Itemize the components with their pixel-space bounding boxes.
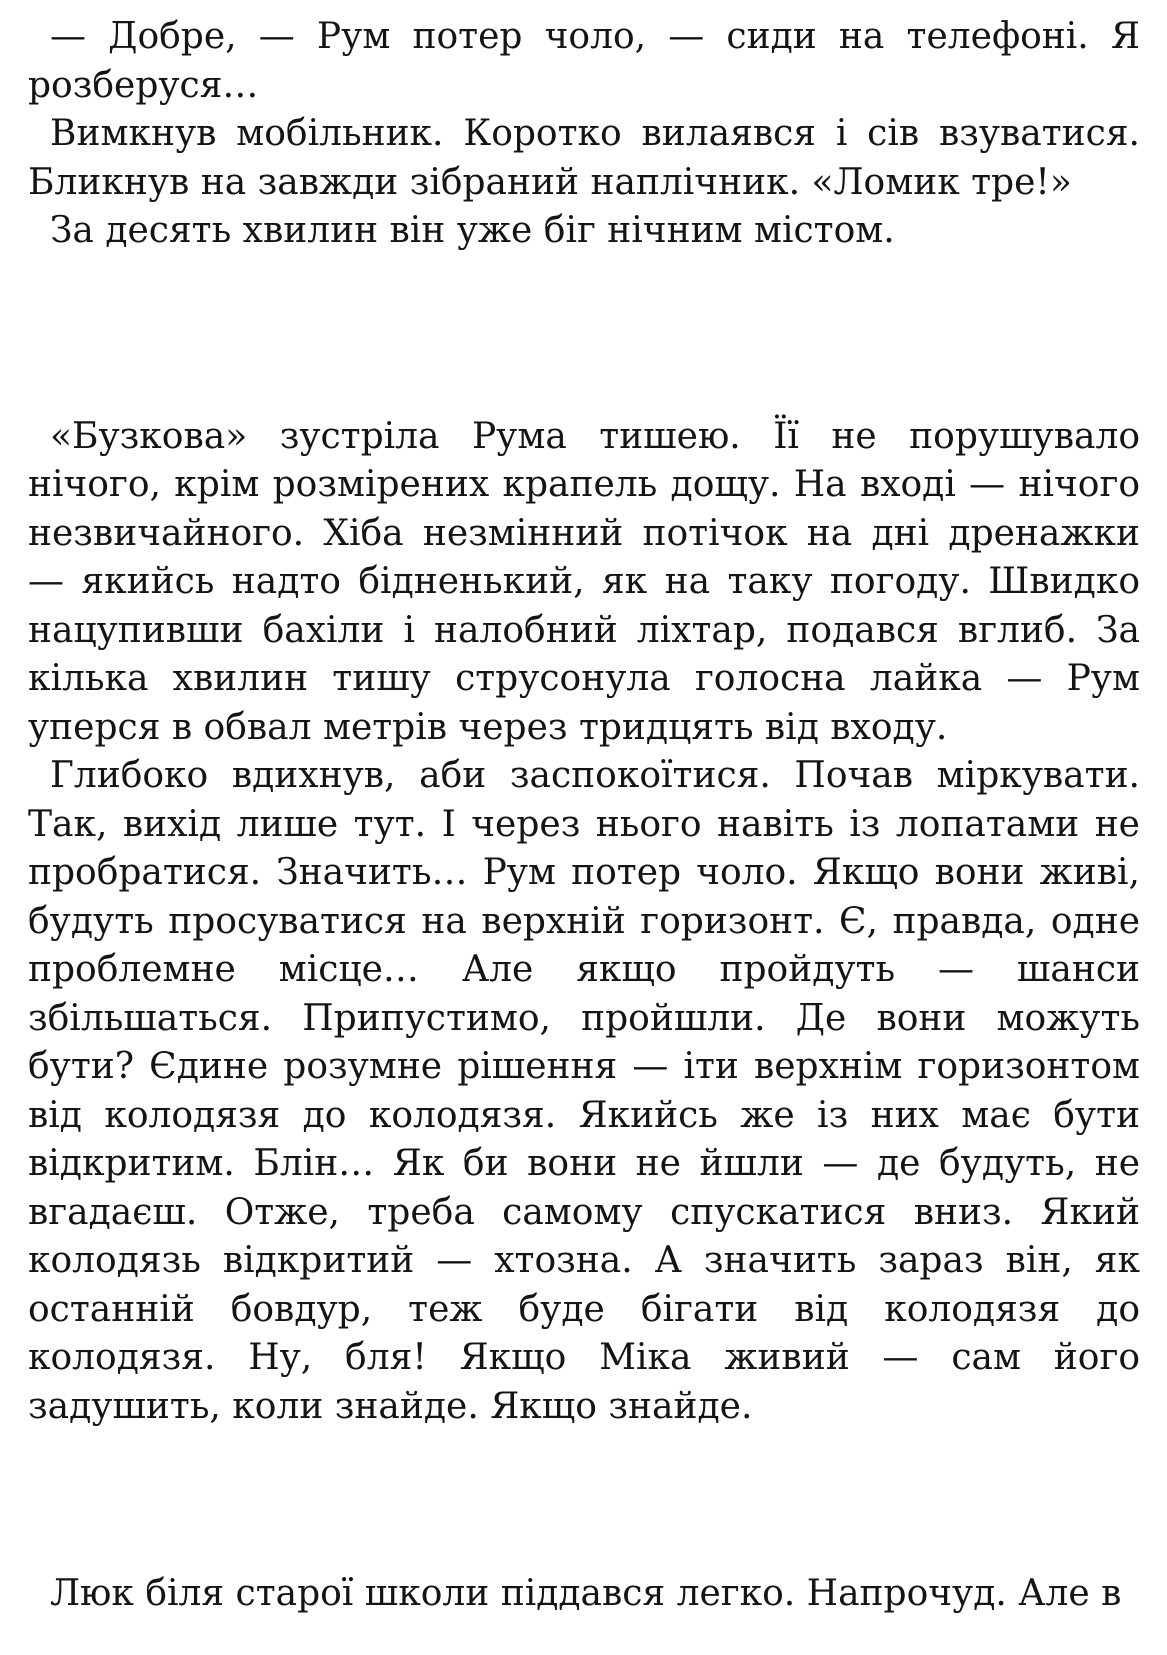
text-section-cave-entrance [28,413,1140,1432]
book-page [28,0,1140,1619]
paragraph: Глибоко вдихнув, аби заспокоїтися. Почав міркувати. Так, вихід лише тут. І через нього навіть із лопатами не пробратися. Значить… Рум потер чоло. Якщо вони живі, будуть просуватися на верхній горизонт. Є, правда, одне проблемне місце… Але якщо пройдуть — шанси збільшаться. Припустимо, пройшли. Де вони можуть бути? Єдине розумне рішення — іти верхнім горизонтом від колодязя до колодязя. Якийсь же із них має бути відкритим. Блін… Як би вони не йшли — де будуть, не вгадаєш. Отже, треба самому спускатися вниз. Який колодязь відкритий — хтозна. А значить зараз він, як останній бовдур, теж буде бігати від колодязя до колодязя. Ну, бля! Якщо Міка живий — сам його задушить, коли знайде. Якщо знайде. [28,755,1140,1427]
text-section-phone-call [28,0,1140,256]
paragraph: За десять хвилин він уже біг нічним містом. [50,210,895,251]
paragraph: — Добре, — Рум потер чоло, — сиди на телефоні. Я розберуся… [28,16,1140,106]
paragraph: «Бузкова» зустріла Рума тишею. Її не порушувало нічого, крім розмірених крапель дощу. На вході — нічого незвичайного. Хіба незмінний потічок на дні дренажки — якийсь надто бідненький, як на таку погоду. Швидко нацупивши бахіли і налобний ліхтар, подався вглиб. За кілька хвилин тишу струсонула голосна лайка — Рум уперся в обвал метрів через тридцять від входу. [28,415,1140,748]
paragraph: Люк біля старої школи піддався легко. Напрочуд. Але в [50,1573,1122,1614]
paragraph: Вимкнув мобільник. Коротко вилаявся і сів взуватися. Бликнув на завжди зібраний наплічник. «Ломик тре!» [28,113,1140,203]
text-section-school-hatch [28,1570,1140,1619]
